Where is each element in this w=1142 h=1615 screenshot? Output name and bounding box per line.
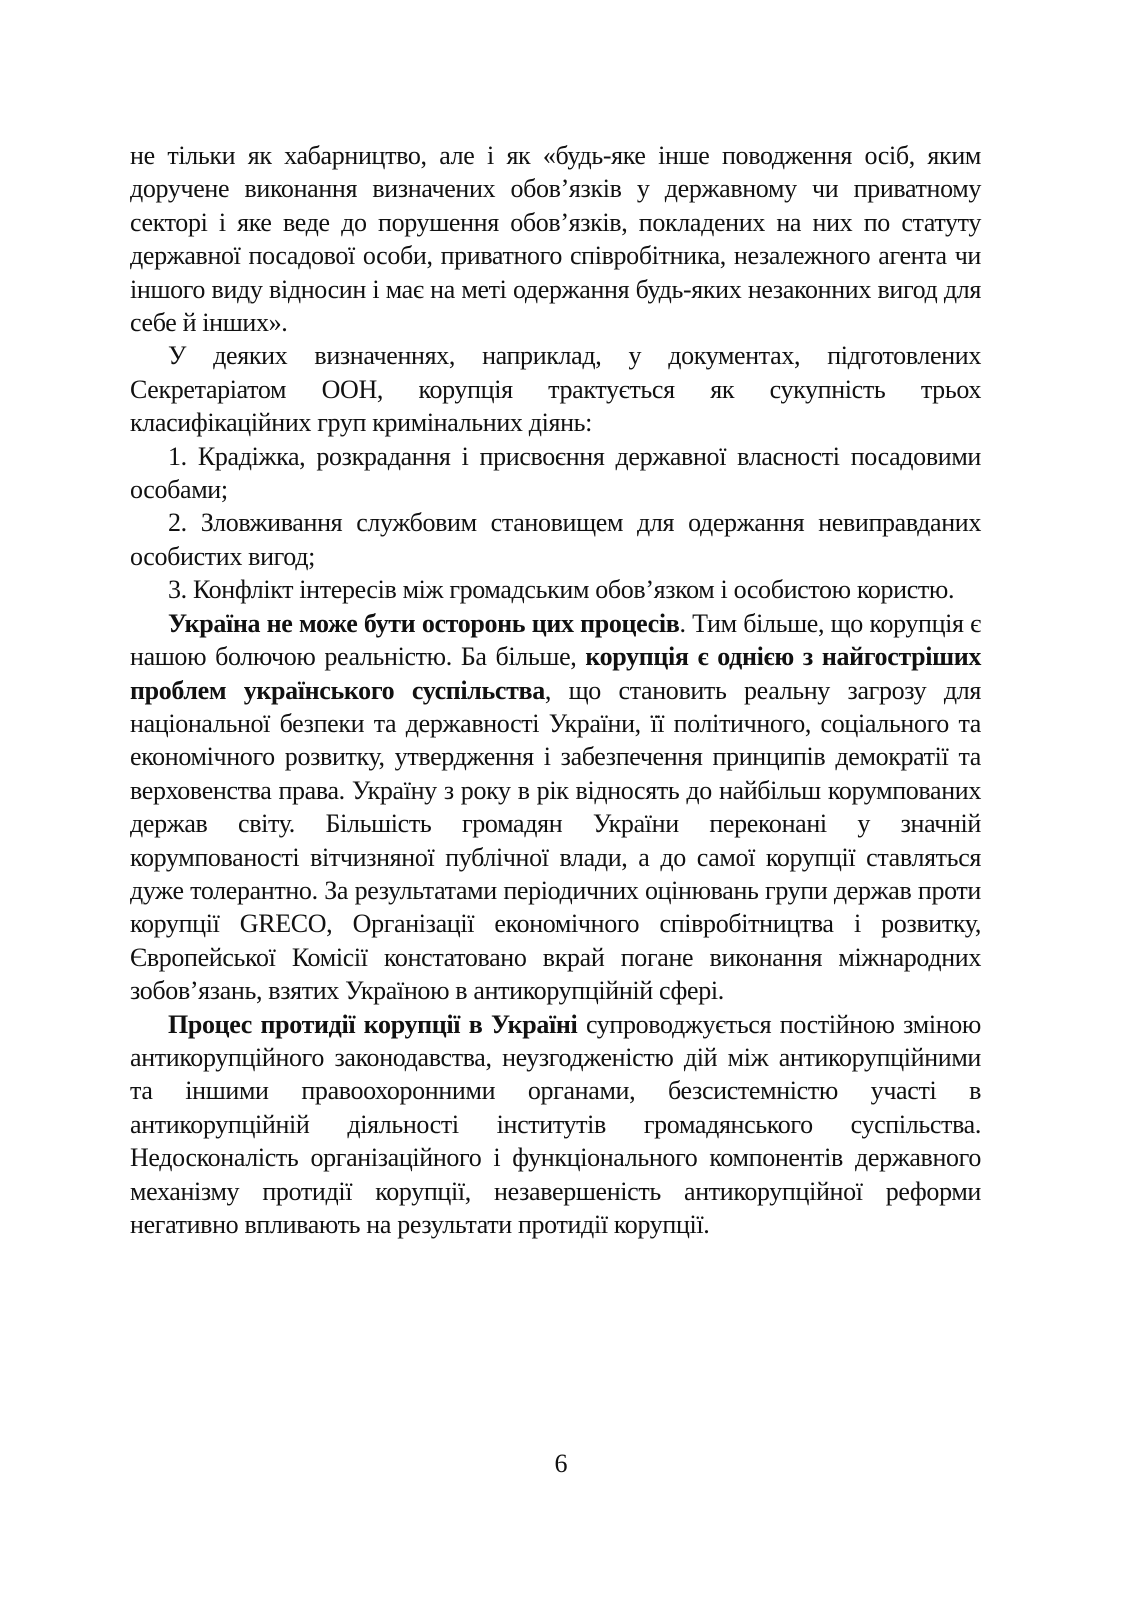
paragraph-ukraine-corruption-problem: [130, 607, 981, 1008]
paragraph-text: супроводжується постійною зміною антикорупційного законодавства, неузгодженістю дій між антикорупційними та іншими правоохоронними органами, безсистемністю участі в антикорупційній діяльності інститутів громадянського суспільства. Недосконалість організаційного і функціонального компонентів державного механізму протидії корупції, незавершеність антикорупційної реформи негативно впливають на результати протидії корупції.: [130, 1009, 981, 1239]
bold-text: корупція є однією з найгостріших проблем українського суспільства: [130, 642, 981, 705]
list-item-3: [130, 573, 981, 606]
bold-text: Україна не може бути осторонь цих процесів: [168, 608, 680, 638]
list-item-1: [130, 440, 981, 507]
page-number: 6: [554, 1449, 568, 1478]
paragraph-text: У деяких визначеннях, наприклад, у документах, підготовлених Секретаріатом ООН, корупція трактується як сукупність трьох класифікаційних груп кримінальних діянь:: [130, 341, 981, 438]
paragraph-un-secretariat-definition: [130, 339, 981, 439]
list-item-text: 2. Зловживання службовим становищем для одержання невиправданих особистих вигод;: [130, 508, 981, 571]
paragraph-text: не тільки як хабарництво, але і як «будь-яке інше поводження осіб, яким доручене виконання визначених обов’язків у державному чи приватному секторі і яке веде до порушення обов’язків, покладених на них по статуту державної посадової особи, приватного співробітника, незалежного агента чи іншого виду відносин і має на меті одержання будь-яких незаконних вигод для себе й інших».: [130, 141, 981, 338]
paragraph-corruption-definition-quote: [130, 139, 981, 339]
paragraph-text: . Тим більше, що корупція є нашою болючою реальністю. Ба більше,: [130, 608, 981, 672]
list-item-text: 3. Конфлікт інтересів між громадським обов’язком і особистою користю.: [168, 575, 955, 605]
paragraph-text: , що становить реальну загрозу для національної безпеки та державності України, її політичного, соціального та економічного розвитку, утвердження і забезпечення принципів демократії та верховенства права. Україну з року в рік відносять до найбільш корумпованих держав світу. Більшість громадян України переконані у значній корумпованості вітчизняної публічної влади, а до самої корупції ставляться дуже толерантно. За результатами періодичних оцінювань групи держав проти корупції GRECO, Організації економічного співробітництва і розвитку, Європейської Комісії констатовано вкрай погане виконання міжнародних зобов’язань, взятих Україною в антикорупційній сфері.: [130, 675, 981, 1006]
paragraph-anticorruption-process: [130, 1008, 981, 1242]
list-item-2: [130, 506, 981, 573]
document-page: [130, 139, 981, 1241]
bold-text: Процес протидії корупції в Україні: [168, 1009, 578, 1039]
list-item-text: 1. Крадіжка, розкрадання і присвоєння державної власності посадовими особами;: [130, 441, 981, 505]
